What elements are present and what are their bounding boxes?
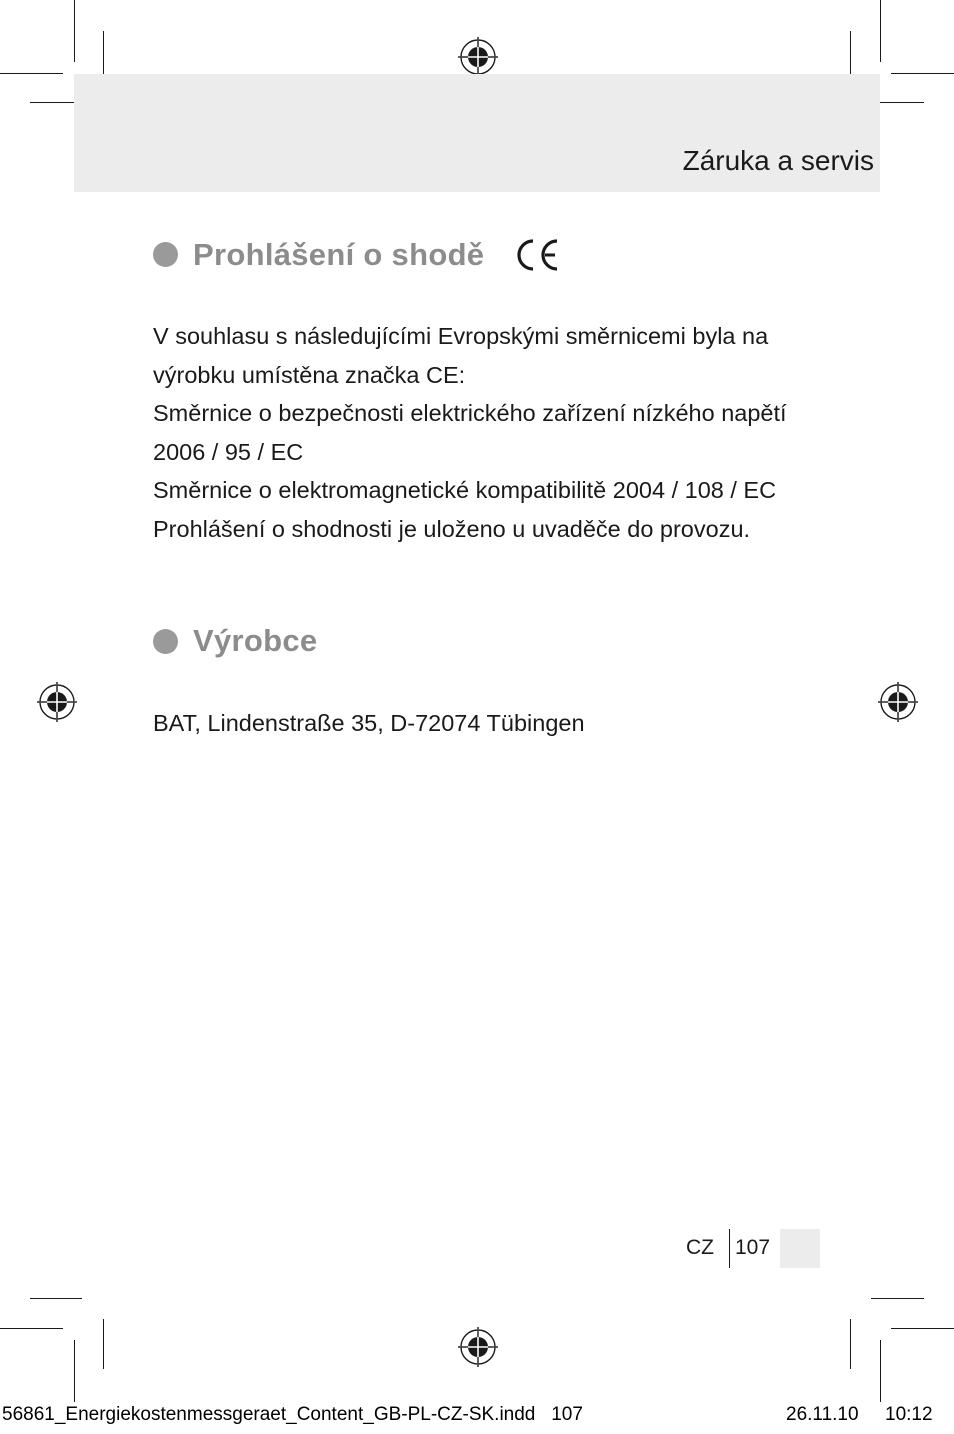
declaration-line: Prohlášení o shodnosti je uloženo u uvaděče do provozu. bbox=[153, 515, 751, 542]
crop-mark bbox=[880, 0, 881, 62]
section-title: Záruka a servis bbox=[682, 145, 874, 176]
section-bullet-icon bbox=[153, 629, 178, 654]
declaration-line: Směrnice o elektromagnetické kompatibilitě 2004 / 108 / EC bbox=[153, 477, 777, 503]
slug-date: 26.11.10 bbox=[786, 1404, 859, 1425]
declaration-line: V souhlasu s následujícími Evropskými směrnicemi byla na bbox=[153, 323, 769, 349]
footer-language: CZ bbox=[686, 1236, 714, 1259]
crop-mark bbox=[0, 73, 63, 74]
registration-mark-icon bbox=[456, 1325, 500, 1369]
crop-mark bbox=[850, 1319, 851, 1369]
registration-mark-icon bbox=[456, 35, 500, 79]
crop-mark bbox=[74, 1340, 75, 1402]
declaration-line: Směrnice o bezpečnosti elektrického zařízení nízkého napětí bbox=[153, 400, 787, 426]
declaration-heading: Prohlášení o shodě bbox=[193, 237, 485, 272]
footer-separator bbox=[729, 1229, 730, 1268]
declaration-line: výrobku umístěna značka CE: bbox=[153, 361, 466, 388]
declaration-text bbox=[153, 317, 787, 548]
crop-mark bbox=[30, 1298, 82, 1299]
crop-mark bbox=[891, 1328, 954, 1329]
registration-mark-icon bbox=[876, 680, 920, 724]
crop-mark bbox=[871, 1298, 924, 1299]
registration-mark-icon bbox=[35, 680, 79, 724]
declaration-line: 2006 / 95 / EC bbox=[153, 438, 304, 465]
footer-tab bbox=[780, 1229, 820, 1268]
manufacturer-address: BAT, Lindenstraße 35, D-72074 Tübingen bbox=[153, 710, 585, 736]
crop-mark bbox=[880, 1340, 881, 1402]
crop-mark bbox=[891, 73, 954, 74]
slug-time: 10:12 bbox=[885, 1404, 933, 1425]
crop-mark bbox=[0, 1328, 63, 1329]
section-bullet-icon bbox=[153, 242, 178, 267]
page-number: 107 bbox=[735, 1236, 771, 1259]
crop-mark bbox=[103, 1319, 104, 1369]
slug-filename: 56861_Energiekostenmessgeraet_Content_GB-PL-CZ-SK.indd 107 bbox=[2, 1404, 583, 1425]
crop-mark bbox=[74, 0, 75, 62]
manufacturer-heading: Výrobce bbox=[193, 623, 318, 658]
ce-mark-icon bbox=[516, 238, 560, 272]
